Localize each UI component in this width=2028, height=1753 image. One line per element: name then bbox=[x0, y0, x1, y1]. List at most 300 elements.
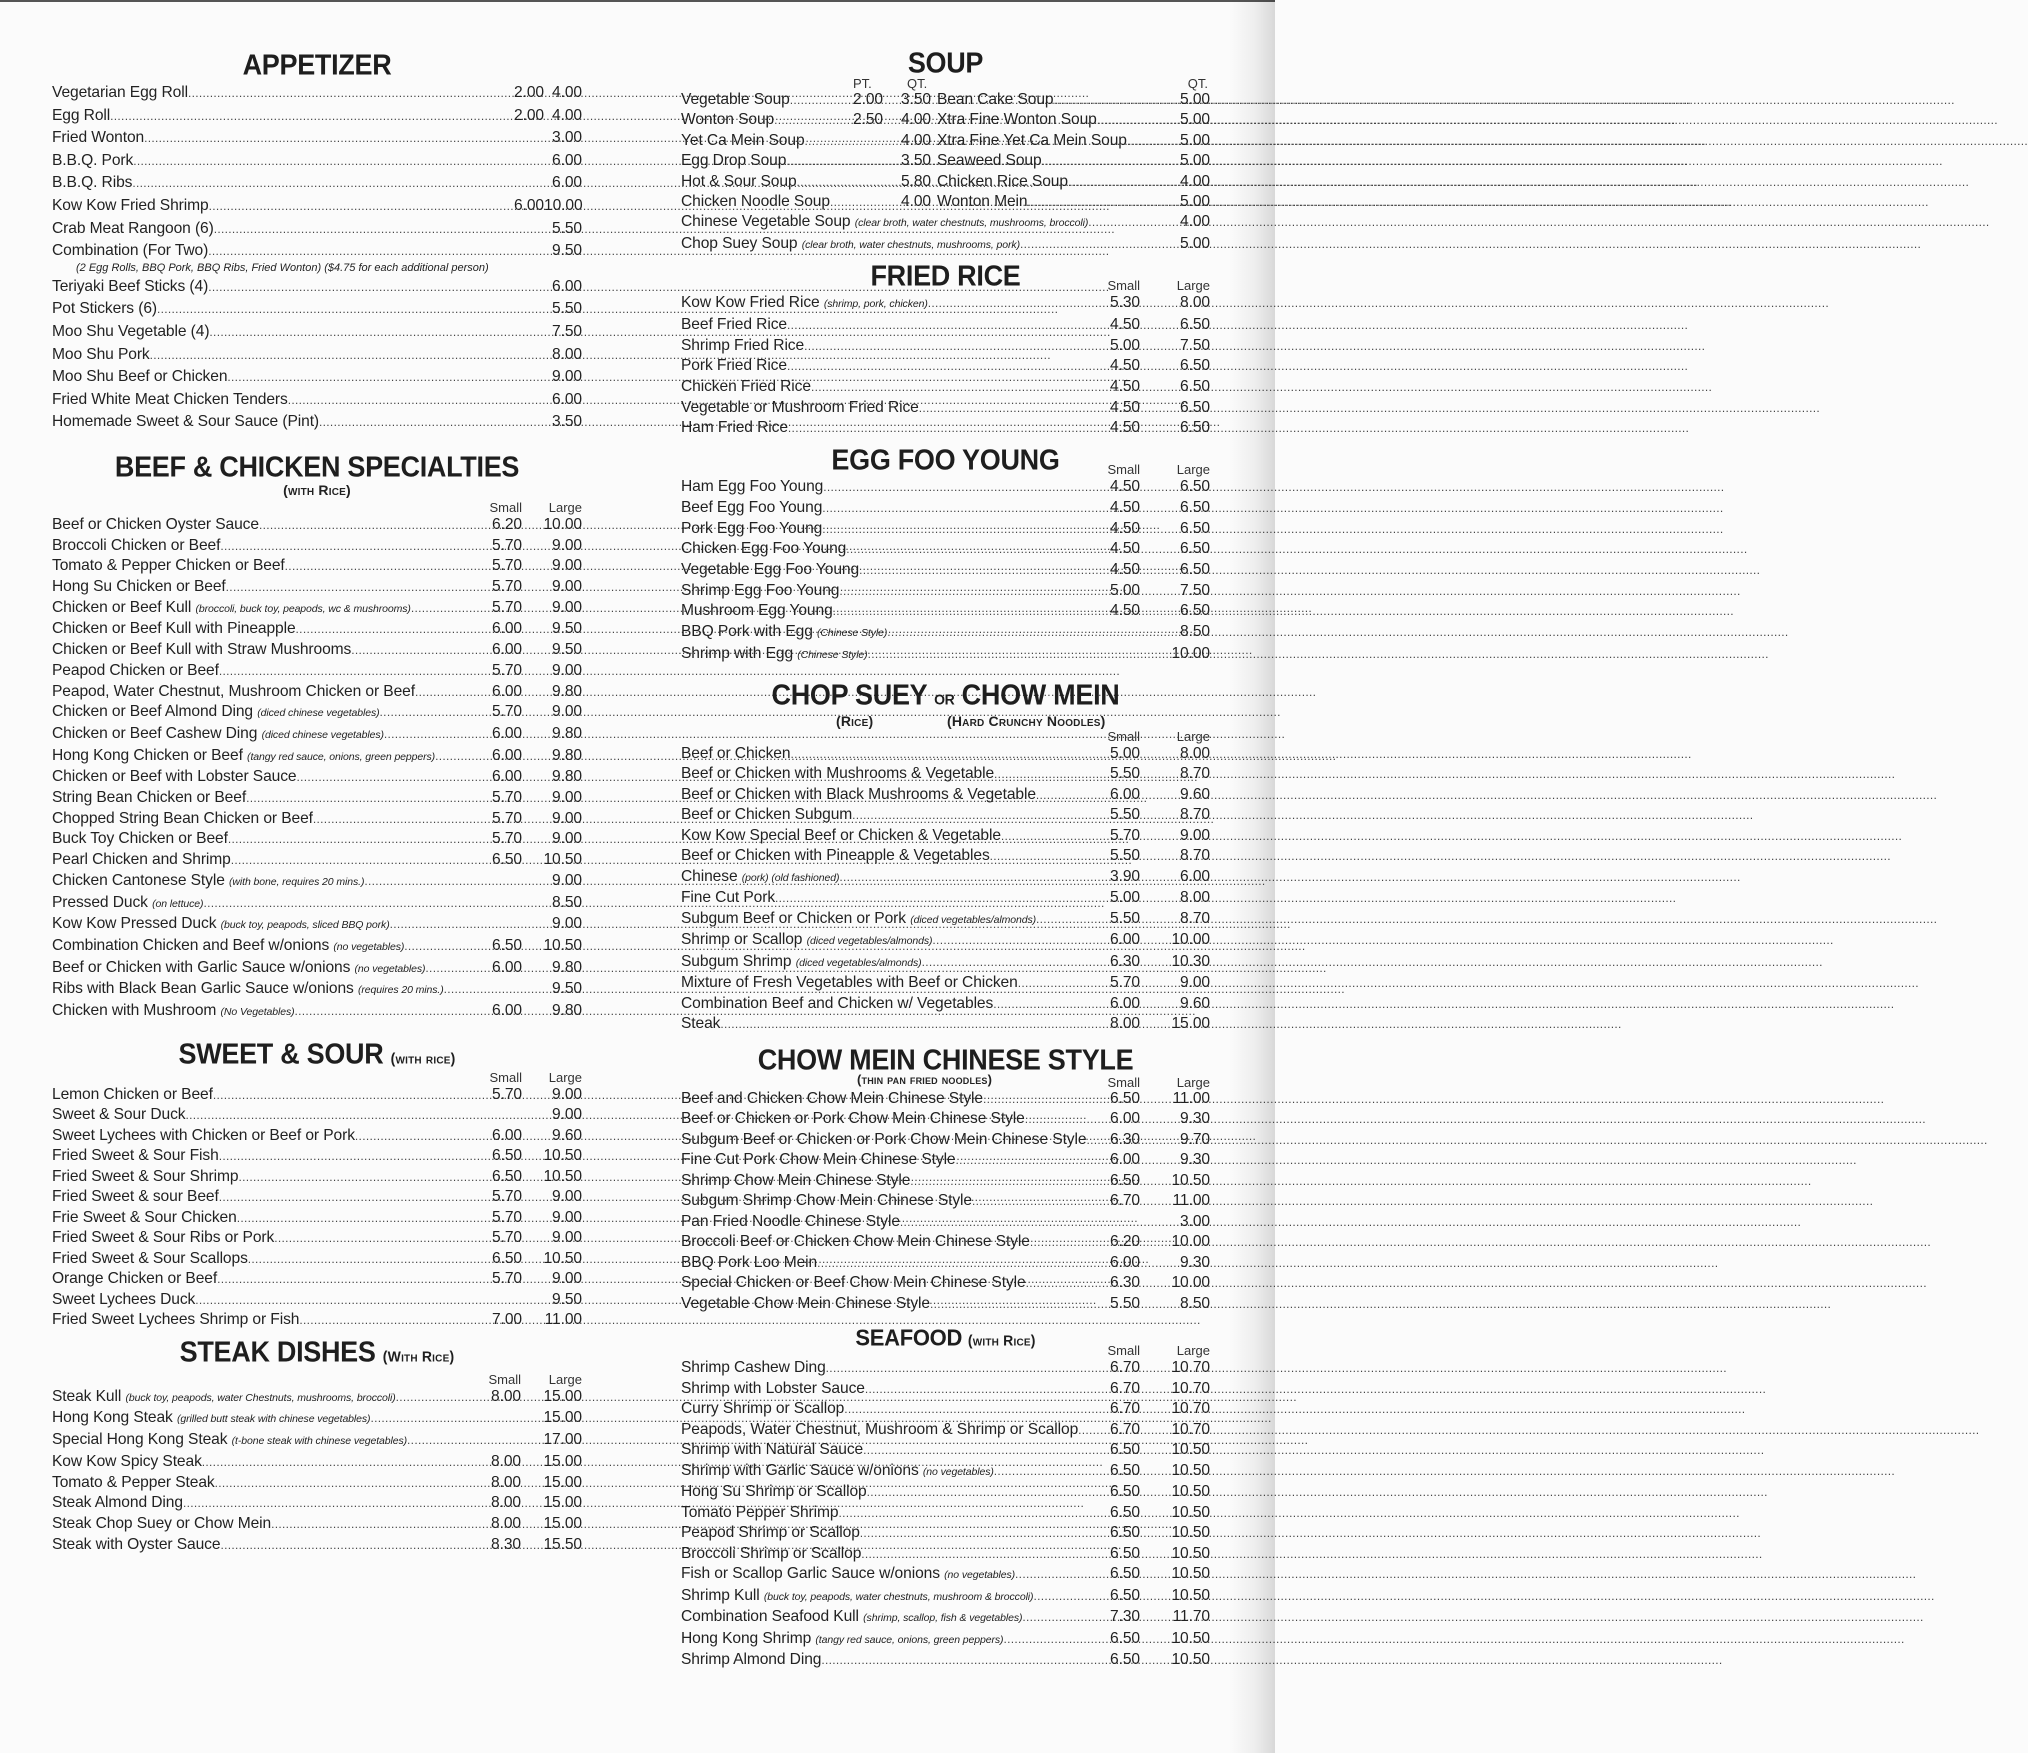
price-small: 6.50 bbox=[1110, 1524, 1140, 1541]
item-name bbox=[52, 276, 208, 299]
item-name bbox=[52, 298, 157, 321]
item-name-text: Chicken or Beef Kull with Straw Mushrooms bbox=[52, 641, 352, 659]
price-small: 5.70 bbox=[1110, 826, 1140, 844]
item-name bbox=[52, 661, 219, 682]
item-name-text: Moo Shu Pork bbox=[52, 345, 150, 363]
price-large: 8.70 bbox=[1180, 806, 1210, 823]
dot-leader bbox=[364, 871, 540, 892]
price-large: 10.50 bbox=[1171, 1629, 1210, 1647]
item-note: (Chinese Style) bbox=[797, 648, 868, 661]
dot-leader bbox=[1127, 132, 1180, 151]
price-small: 5.70 bbox=[492, 578, 522, 596]
item-name bbox=[52, 936, 404, 958]
price-small: 4.50 bbox=[1110, 498, 1140, 516]
item-name bbox=[681, 888, 775, 908]
item-name bbox=[52, 515, 259, 536]
item-name-text: Kow Kow Spicy Steak bbox=[52, 1452, 202, 1470]
dot-leader bbox=[188, 82, 502, 105]
item-name-text: Orange Chicken or Beef bbox=[52, 1270, 218, 1288]
dot-leader bbox=[868, 645, 1168, 665]
title-or: or bbox=[934, 686, 955, 710]
item-name bbox=[52, 724, 384, 746]
item-name bbox=[52, 240, 208, 263]
menu-item bbox=[52, 598, 582, 620]
item-name-text: Steak Almond Ding bbox=[52, 1494, 183, 1512]
item-name-text: Hong Su Chicken or Beef bbox=[52, 578, 226, 596]
dot-leader bbox=[1001, 827, 1098, 847]
section-title: FRIED RICE bbox=[870, 260, 1021, 292]
combo-note: (2 Egg Rolls, BBQ Pork, BBQ Ribs, Fried Wonton) ($4.75 for each additional person) bbox=[76, 261, 489, 274]
price-large: 8.50 bbox=[1180, 623, 1210, 641]
item-name-text: Fine Cut Pork Chow Mein Chinese Style bbox=[681, 1151, 956, 1168]
dot-leader bbox=[972, 1192, 1098, 1212]
item-name bbox=[52, 321, 209, 344]
menu-item bbox=[52, 195, 582, 218]
menu-item bbox=[681, 560, 1210, 581]
menu-item bbox=[52, 788, 582, 809]
item-name-text: Fine Cut Pork bbox=[681, 889, 776, 906]
price-large: 6.50 bbox=[1180, 315, 1210, 333]
item-name-text: Subgum Beef or Chicken or Pork Chow Mein Chinese Style bbox=[681, 1130, 1087, 1148]
price-qt: 4.00 bbox=[1180, 213, 1210, 231]
price-large: 7.50 bbox=[1180, 581, 1210, 599]
price-qt: 5.00 bbox=[1180, 234, 1210, 252]
price-large: 6.50 bbox=[1180, 560, 1210, 578]
item-name bbox=[681, 398, 919, 418]
menu-item bbox=[52, 1249, 582, 1270]
item-name: Xtra Fine Wonton Soup bbox=[937, 111, 1097, 129]
title-text: SEAFOOD bbox=[855, 1324, 963, 1351]
price-large: 9.50 bbox=[552, 641, 582, 659]
price-large: 9.00 bbox=[552, 830, 582, 848]
dot-leader bbox=[1097, 111, 1180, 130]
dot-leader bbox=[817, 1254, 1098, 1274]
soup-item bbox=[937, 151, 1210, 171]
price-small: 4.50 bbox=[1110, 560, 1140, 578]
item-name-text: Moo Shu Beef or Chicken bbox=[52, 368, 228, 386]
item-name-text: Kow Kow Fried Shrimp bbox=[52, 196, 209, 214]
dot-leader bbox=[425, 958, 480, 979]
menu-item bbox=[681, 826, 1210, 847]
small-label: Small bbox=[1107, 1074, 1140, 1090]
price-large: 10.50 bbox=[1171, 1565, 1210, 1582]
item-name bbox=[52, 127, 144, 150]
item-name-text: Shrimp with Lobster Sauce bbox=[681, 1379, 865, 1397]
menu-item bbox=[52, 1208, 582, 1229]
item-name-text: Pot Stickers (6) bbox=[52, 300, 157, 318]
dot-leader bbox=[821, 1651, 1098, 1671]
price-large: 9.80 bbox=[552, 1002, 582, 1020]
price-small: 6.50 bbox=[1110, 1461, 1140, 1479]
menu-item bbox=[681, 1253, 1210, 1274]
item-name bbox=[52, 871, 364, 893]
menu-item bbox=[681, 994, 1210, 1015]
price-small: 8.00 bbox=[491, 1452, 521, 1470]
dot-leader bbox=[355, 1127, 480, 1147]
price-small: 5.50 bbox=[1110, 1294, 1140, 1312]
large-label: Large bbox=[1176, 1074, 1210, 1090]
menu-item bbox=[52, 411, 582, 434]
title-text: SWEET & SOUR bbox=[178, 1037, 384, 1070]
menu-item bbox=[681, 1650, 1210, 1671]
price-large: 5.50 bbox=[552, 300, 582, 318]
menu-item bbox=[52, 661, 582, 682]
menu-item bbox=[681, 888, 1210, 909]
price-small: 8.00 bbox=[1110, 1015, 1140, 1032]
dot-leader bbox=[248, 1250, 480, 1270]
item-name bbox=[681, 1503, 838, 1523]
item-name bbox=[52, 1310, 299, 1330]
menu-item bbox=[681, 1171, 1210, 1192]
item-name-text: Pan Fried Noodle Chinese Style bbox=[681, 1212, 900, 1230]
menu-item bbox=[52, 172, 582, 195]
item-name bbox=[681, 644, 868, 666]
price-large: 10.50 bbox=[1171, 1544, 1210, 1562]
price-small: 5.70 bbox=[492, 536, 522, 554]
price-large: 6.50 bbox=[1180, 398, 1210, 416]
price-small: 6.00 bbox=[1110, 931, 1140, 948]
item-name-text: Chicken or Beef Kull bbox=[52, 598, 196, 616]
price-small: 5.00 bbox=[1110, 889, 1140, 906]
item-name-text: Fried Sweet & sour Beef bbox=[52, 1188, 219, 1206]
item-name-text: Vegetable or Mushroom Fried Rice bbox=[681, 398, 919, 416]
item-name bbox=[681, 1150, 956, 1170]
menu-item bbox=[52, 1408, 582, 1430]
dot-leader bbox=[804, 337, 1098, 357]
item-name bbox=[52, 389, 288, 412]
dot-leader bbox=[1026, 1274, 1098, 1294]
menu-item bbox=[52, 1187, 582, 1208]
dot-leader bbox=[351, 640, 480, 661]
item-name-text: Broccoli Shrimp or Scallop bbox=[681, 1544, 862, 1562]
menu-item bbox=[52, 829, 582, 850]
price-small: 4.50 bbox=[1110, 602, 1140, 620]
price-large: 9.60 bbox=[552, 1126, 582, 1144]
item-list bbox=[52, 1387, 582, 1556]
price-large: 9.00 bbox=[552, 578, 582, 596]
price-large: 9.30 bbox=[1180, 1253, 1210, 1271]
item-name-text: Mushroom Egg Young bbox=[681, 602, 833, 620]
price-large: 9.00 bbox=[552, 1270, 582, 1288]
item-note: (buck toy, peapods, sliced BBQ pork) bbox=[220, 919, 390, 932]
menu-item bbox=[52, 871, 582, 893]
dot-leader bbox=[865, 1380, 1098, 1400]
item-name-text: Homemade Sweet & Sour Sauce (Pint) bbox=[52, 413, 320, 431]
item-note: (diced vegetables/almonds) bbox=[806, 935, 933, 947]
item-name bbox=[52, 788, 246, 809]
item-name-text: Sweet Lychees with Chicken or Beef or Pork bbox=[52, 1126, 355, 1144]
item-name-text: Buck Toy Chicken or Beef bbox=[52, 830, 228, 848]
item-name bbox=[52, 1249, 248, 1269]
price-large: 9.00 bbox=[552, 789, 582, 807]
dot-leader bbox=[846, 540, 1098, 560]
large-label: Large bbox=[1176, 462, 1210, 478]
dot-leader bbox=[811, 378, 1098, 398]
item-note: (requires 20 mins.) bbox=[357, 984, 444, 997]
item-name-text: Fish or Scallop Garlic Sauce w/onions bbox=[681, 1565, 945, 1582]
price-large: 9.80 bbox=[552, 958, 582, 976]
price-small: 6.50 bbox=[492, 1249, 522, 1267]
item-name-text: Broccoli Chicken or Beef bbox=[52, 536, 221, 554]
item-name bbox=[681, 1232, 1030, 1252]
fried-rice-section bbox=[681, 261, 1210, 439]
price-large: 8.00 bbox=[1180, 744, 1210, 762]
soup-right-list bbox=[937, 90, 1210, 212]
page-top-edge bbox=[0, 0, 1275, 2]
dot-leader bbox=[228, 829, 480, 850]
menu-item bbox=[681, 498, 1210, 519]
dot-leader bbox=[220, 536, 480, 557]
item-name bbox=[681, 1171, 910, 1191]
dot-leader bbox=[990, 847, 1098, 867]
section-head bbox=[681, 261, 1210, 293]
price-small: 7.30 bbox=[1110, 1608, 1140, 1625]
item-name bbox=[52, 1493, 183, 1514]
price-small: 6.00 bbox=[492, 1002, 522, 1020]
menu-item bbox=[52, 914, 582, 936]
price-small: 5.70 bbox=[492, 1270, 522, 1288]
item-name-text: Combination (For Two) bbox=[52, 242, 209, 260]
item-name-text: Frie Sweet & Sour Chicken bbox=[52, 1208, 237, 1226]
price-small: 5.70 bbox=[492, 661, 522, 679]
price-small: 6.30 bbox=[1110, 952, 1140, 970]
price-pt: 2.00 bbox=[853, 91, 883, 108]
soup-item bbox=[937, 172, 1210, 192]
item-name-text: Sweet Lychees Duck bbox=[52, 1290, 196, 1308]
item-name-text: Tomato & Pepper Steak bbox=[52, 1473, 215, 1491]
item-name bbox=[52, 105, 110, 128]
price-large: 8.00 bbox=[552, 345, 582, 363]
item-name bbox=[52, 1387, 396, 1409]
price-large: 10.50 bbox=[1171, 1503, 1210, 1521]
item-name: Vegetable Soup bbox=[681, 91, 790, 108]
price-small: 6.50 bbox=[492, 1147, 522, 1165]
item-name-text: Shrimp with Egg bbox=[681, 644, 798, 662]
menu-item bbox=[681, 477, 1210, 498]
dot-leader bbox=[213, 1086, 480, 1106]
menu-item bbox=[52, 240, 582, 263]
menu-item bbox=[52, 218, 582, 241]
price-large: 9.00 bbox=[1180, 974, 1210, 991]
item-name-text: Shrimp Egg Foo Young bbox=[681, 581, 840, 599]
item-name-text: Hong Kong Chicken or Beef bbox=[52, 746, 248, 764]
price-large: 9.50 bbox=[552, 242, 582, 260]
item-name-text: Beef or Chicken Oyster Sauce bbox=[52, 515, 259, 533]
menu-item bbox=[681, 315, 1210, 336]
menu-item bbox=[681, 1564, 1210, 1586]
dot-leader bbox=[1036, 910, 1098, 930]
item-name-text: Beef Egg Foo Young bbox=[681, 498, 823, 516]
item-name bbox=[52, 1408, 370, 1430]
price-small: 6.70 bbox=[1110, 1359, 1140, 1376]
price-small: 6.50 bbox=[1110, 1651, 1140, 1668]
price-small: 6.00 bbox=[492, 620, 522, 638]
price-large: 10.50 bbox=[543, 936, 582, 954]
price-small: 5.00 bbox=[1110, 744, 1140, 762]
item-name bbox=[681, 1399, 844, 1419]
price-large: 10.00 bbox=[544, 196, 583, 214]
title-a: CHOP SUEY bbox=[771, 678, 935, 711]
item-list bbox=[52, 82, 582, 434]
price-large: 10.50 bbox=[543, 851, 582, 869]
item-name bbox=[681, 234, 1020, 255]
section-title bbox=[681, 679, 1210, 714]
small-label: Small bbox=[1107, 728, 1140, 744]
soup-header bbox=[681, 76, 1210, 90]
item-name bbox=[52, 1535, 220, 1556]
price-large: 8.00 bbox=[1180, 889, 1210, 906]
dot-leader bbox=[132, 172, 540, 195]
item-name-text: Shrimp Almond Ding bbox=[681, 1651, 822, 1668]
menu-item bbox=[681, 1461, 1210, 1483]
soup-item bbox=[681, 192, 931, 212]
sweet-sour-section bbox=[52, 1039, 582, 1331]
soup-item bbox=[937, 192, 1210, 212]
soup-section bbox=[681, 47, 1210, 255]
item-name-text: Sweet & Sour Duck bbox=[52, 1106, 186, 1124]
dot-leader bbox=[217, 1270, 480, 1290]
dot-leader bbox=[919, 399, 1098, 419]
item-name-text: Vegetable Egg Foo Young bbox=[681, 560, 860, 578]
price-small: 6.00 bbox=[1110, 1151, 1140, 1168]
price-large: 9.60 bbox=[1180, 785, 1210, 803]
dot-leader bbox=[993, 995, 1098, 1015]
menu-item bbox=[681, 1232, 1210, 1253]
item-name bbox=[681, 581, 839, 601]
item-name-text: Ribs with Black Bean Garlic Sauce w/onions bbox=[52, 980, 358, 998]
menu-item bbox=[681, 1586, 1210, 1608]
price-small: 6.70 bbox=[1110, 1192, 1140, 1209]
menu-item bbox=[681, 581, 1210, 602]
menu-item bbox=[52, 1290, 582, 1311]
price-large: 15.50 bbox=[543, 1535, 582, 1553]
item-name bbox=[52, 218, 214, 241]
price-small: 8.00 bbox=[491, 1515, 521, 1532]
price-large: 6.00 bbox=[552, 277, 582, 295]
dot-leader bbox=[183, 1493, 479, 1514]
item-name-text: String Bean Chicken or Beef bbox=[52, 789, 247, 807]
item-name-text: Peapod, Water Chestnut, Mushroom Chicken or Beef bbox=[52, 682, 415, 700]
price-small: 2.00 bbox=[514, 106, 544, 124]
steak-section bbox=[52, 1337, 582, 1556]
menu-item bbox=[52, 1126, 582, 1147]
price-large: 9.00 bbox=[552, 703, 582, 721]
item-name-text: Ham Egg Foo Young bbox=[681, 478, 824, 496]
price-large: 10.00 bbox=[1171, 1274, 1210, 1291]
menu-item bbox=[52, 389, 582, 412]
menu-item bbox=[681, 1212, 1210, 1233]
price-small: 8.30 bbox=[491, 1535, 521, 1553]
item-name bbox=[52, 640, 351, 661]
price-large: 9.00 bbox=[552, 598, 582, 616]
item-name-text: Shrimp Kull bbox=[681, 1586, 764, 1604]
price-large: 15.00 bbox=[543, 1387, 582, 1405]
price-qt: 4.00 bbox=[901, 131, 931, 149]
price-large: 9.00 bbox=[552, 368, 582, 386]
price-large: 10.70 bbox=[1171, 1359, 1210, 1376]
price-large: 11.00 bbox=[1172, 1089, 1210, 1107]
dot-leader bbox=[1088, 213, 1180, 232]
menu-item bbox=[52, 1085, 582, 1106]
dot-leader bbox=[259, 515, 480, 536]
item-name-text: Lemon Chicken or Beef bbox=[52, 1085, 213, 1103]
price-small: 4.50 bbox=[1110, 357, 1140, 375]
dot-leader bbox=[404, 936, 480, 957]
dot-leader bbox=[227, 366, 540, 389]
soup-item bbox=[681, 212, 1210, 233]
dot-leader bbox=[826, 1359, 1098, 1379]
item-name-text: Chicken Fried Rice bbox=[681, 378, 811, 396]
price-small: 5.70 bbox=[492, 598, 522, 616]
price-large: 4.00 bbox=[552, 106, 582, 124]
item-name bbox=[52, 172, 132, 195]
menu-item bbox=[681, 539, 1210, 560]
small-label: Small bbox=[1107, 462, 1140, 478]
item-name-text: Beef or Chicken bbox=[681, 744, 791, 762]
item-name-text: Pearl Chicken and Shrimp bbox=[52, 851, 231, 869]
price-qt: 4.00 bbox=[1180, 172, 1210, 190]
menu-item bbox=[681, 930, 1210, 952]
item-name bbox=[52, 682, 415, 703]
item-name-text: Tomato Pepper Shrimp bbox=[681, 1503, 839, 1521]
price-small: 4.50 bbox=[1110, 519, 1140, 537]
item-name-text: Shrimp Cashew Ding bbox=[681, 1359, 826, 1376]
menu-item bbox=[681, 398, 1210, 419]
price-small: 6.50 bbox=[492, 936, 522, 954]
dot-leader bbox=[1022, 1608, 1098, 1628]
item-name-text: Special Chicken or Beef Chow Mein Chinese Style bbox=[681, 1274, 1026, 1291]
dot-leader bbox=[930, 1295, 1098, 1315]
menu-item bbox=[681, 1503, 1210, 1524]
dot-leader bbox=[720, 1015, 1098, 1035]
item-note: (pork) (old fashioned) bbox=[741, 871, 840, 884]
price-small: 6.70 bbox=[1110, 1400, 1140, 1417]
price-large: 11.00 bbox=[544, 1311, 582, 1329]
price-small: 3.90 bbox=[1110, 867, 1140, 885]
menu-item bbox=[681, 601, 1210, 622]
price-qt: 4.00 bbox=[901, 111, 931, 129]
dot-leader bbox=[786, 152, 847, 171]
chow-mein-chinese-section bbox=[681, 1045, 1210, 1315]
dot-leader bbox=[220, 1535, 479, 1556]
egg-foo-young-section bbox=[681, 445, 1210, 665]
dot-leader bbox=[150, 344, 540, 367]
item-name bbox=[52, 702, 380, 724]
item-name-text: Chopped String Bean Chicken or Beef bbox=[52, 809, 313, 827]
item-name bbox=[681, 560, 859, 580]
dot-leader bbox=[1078, 1421, 1098, 1441]
menu-item bbox=[681, 1523, 1210, 1544]
dot-leader bbox=[852, 806, 1098, 826]
price-small: 5.50 bbox=[1110, 909, 1140, 927]
appetizer-section bbox=[52, 50, 582, 434]
dot-leader bbox=[296, 619, 480, 640]
dot-leader bbox=[833, 602, 1098, 622]
item-name bbox=[52, 577, 226, 598]
menu-item bbox=[52, 893, 582, 915]
item-name bbox=[52, 411, 319, 434]
item-note: (buck toy, peapods, water chestnuts, mushroom & broccoli) bbox=[763, 1590, 1034, 1603]
price-large: 9.00 bbox=[552, 1229, 582, 1247]
price-large: 10.50 bbox=[1171, 1483, 1210, 1500]
item-name bbox=[52, 366, 227, 389]
price-small: 6.50 bbox=[1110, 1565, 1140, 1582]
item-name-text: Hong Kong Shrimp bbox=[681, 1629, 816, 1647]
item-note: (diced vegetables/almonds) bbox=[795, 956, 922, 969]
dot-leader bbox=[790, 91, 847, 110]
item-name-text: Ham Fried Rice bbox=[681, 419, 788, 437]
price-qt: 5.00 bbox=[1180, 131, 1210, 149]
